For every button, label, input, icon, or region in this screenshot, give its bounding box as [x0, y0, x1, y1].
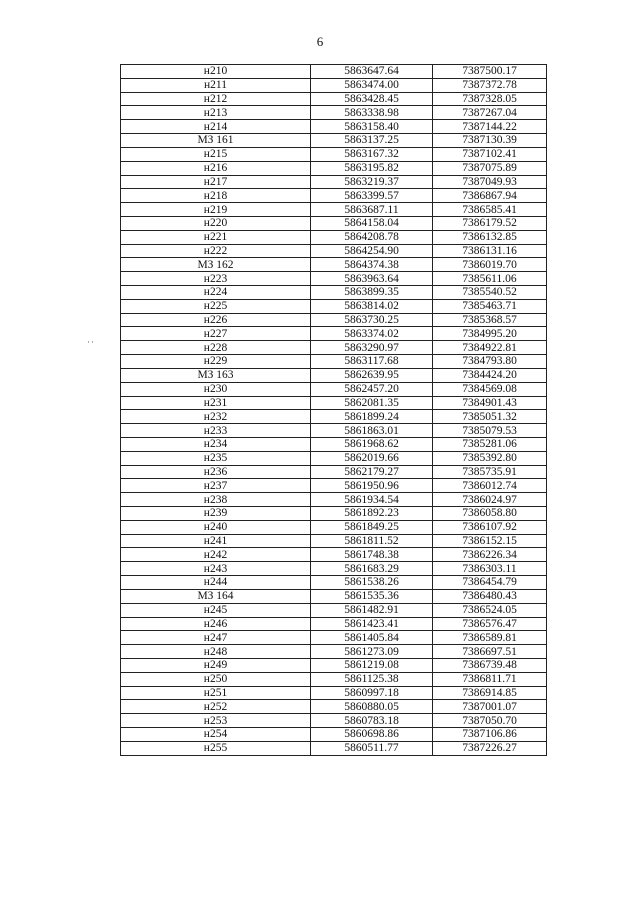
- point-name-cell: н219: [121, 203, 311, 217]
- x-coordinate-cell: 5863474.00: [311, 78, 433, 92]
- y-coordinate-cell: 7386303.11: [433, 562, 547, 576]
- x-coordinate-cell: 5861748.38: [311, 548, 433, 562]
- x-coordinate-cell: 5861934.54: [311, 493, 433, 507]
- table-row: [121, 189, 547, 203]
- table-row: [121, 507, 547, 521]
- y-coordinate-cell: 7386739.48: [433, 658, 547, 672]
- y-coordinate-cell: 7387050.70: [433, 714, 547, 728]
- x-coordinate-cell: 5861849.25: [311, 520, 433, 534]
- point-name-cell: н222: [121, 244, 311, 258]
- point-name-cell: н230: [121, 382, 311, 396]
- table-row: [121, 589, 547, 603]
- y-coordinate-cell: 7385735.91: [433, 465, 547, 479]
- y-coordinate-cell: 7386058.80: [433, 507, 547, 521]
- point-name-cell: н248: [121, 645, 311, 659]
- x-coordinate-cell: 5864208.78: [311, 230, 433, 244]
- point-name-cell: МЗ 161: [121, 134, 311, 148]
- table-row: [121, 658, 547, 672]
- coordinates-table: [120, 64, 547, 756]
- y-coordinate-cell: 7387049.93: [433, 175, 547, 189]
- y-coordinate-cell: 7386811.71: [433, 672, 547, 686]
- point-name-cell: н231: [121, 396, 311, 410]
- y-coordinate-cell: 7385611.06: [433, 272, 547, 286]
- y-coordinate-cell: 7384424.20: [433, 368, 547, 382]
- y-coordinate-cell: 7386589.81: [433, 631, 547, 645]
- table-row: [121, 603, 547, 617]
- coordinates-table-body: [121, 65, 547, 756]
- x-coordinate-cell: 5861423.41: [311, 617, 433, 631]
- x-coordinate-cell: 5863428.45: [311, 92, 433, 106]
- table-row: [121, 272, 547, 286]
- y-coordinate-cell: 7384922.81: [433, 341, 547, 355]
- table-row: [121, 368, 547, 382]
- y-coordinate-cell: 7386179.52: [433, 216, 547, 230]
- point-name-cell: н249: [121, 658, 311, 672]
- table-row: [121, 479, 547, 493]
- x-coordinate-cell: 5863117.68: [311, 355, 433, 369]
- point-name-cell: н241: [121, 534, 311, 548]
- table-row: [121, 396, 547, 410]
- x-coordinate-cell: 5863195.82: [311, 161, 433, 175]
- table-row: [121, 576, 547, 590]
- x-coordinate-cell: 5861405.84: [311, 631, 433, 645]
- table-row: [121, 230, 547, 244]
- x-coordinate-cell: 5863137.25: [311, 134, 433, 148]
- x-coordinate-cell: 5863219.37: [311, 175, 433, 189]
- table-row: [121, 244, 547, 258]
- table-row: [121, 562, 547, 576]
- point-name-cell: н223: [121, 272, 311, 286]
- point-name-cell: н210: [121, 65, 311, 79]
- x-coordinate-cell: 5861892.23: [311, 507, 433, 521]
- y-coordinate-cell: 7386914.85: [433, 686, 547, 700]
- y-coordinate-cell: 7386576.47: [433, 617, 547, 631]
- point-name-cell: н251: [121, 686, 311, 700]
- y-coordinate-cell: 7387144.22: [433, 120, 547, 134]
- table-row: [121, 106, 547, 120]
- table-row: [121, 548, 547, 562]
- x-coordinate-cell: 5863290.97: [311, 341, 433, 355]
- table-row: [121, 631, 547, 645]
- point-name-cell: МЗ 163: [121, 368, 311, 382]
- point-name-cell: н228: [121, 341, 311, 355]
- x-coordinate-cell: 5862457.20: [311, 382, 433, 396]
- point-name-cell: н252: [121, 700, 311, 714]
- table-row: [121, 741, 547, 755]
- point-name-cell: н218: [121, 189, 311, 203]
- table-row: [121, 341, 547, 355]
- x-coordinate-cell: 5862639.95: [311, 368, 433, 382]
- margin-mark: ··: [87, 337, 95, 347]
- x-coordinate-cell: 5863167.32: [311, 147, 433, 161]
- y-coordinate-cell: 7384995.20: [433, 327, 547, 341]
- table-row: [121, 728, 547, 742]
- y-coordinate-cell: 7386697.51: [433, 645, 547, 659]
- y-coordinate-cell: 7386024.97: [433, 493, 547, 507]
- point-name-cell: н217: [121, 175, 311, 189]
- point-name-cell: МЗ 164: [121, 589, 311, 603]
- table-row: [121, 134, 547, 148]
- y-coordinate-cell: 7386867.94: [433, 189, 547, 203]
- y-coordinate-cell: 7387001.07: [433, 700, 547, 714]
- table-row: [121, 175, 547, 189]
- point-name-cell: н255: [121, 741, 311, 755]
- y-coordinate-cell: 7387226.27: [433, 741, 547, 755]
- point-name-cell: МЗ 162: [121, 258, 311, 272]
- x-coordinate-cell: 5861968.62: [311, 437, 433, 451]
- point-name-cell: н226: [121, 313, 311, 327]
- point-name-cell: н211: [121, 78, 311, 92]
- y-coordinate-cell: 7384569.08: [433, 382, 547, 396]
- table-row: [121, 65, 547, 79]
- x-coordinate-cell: 5861273.09: [311, 645, 433, 659]
- y-coordinate-cell: 7386132.85: [433, 230, 547, 244]
- x-coordinate-cell: 5861683.29: [311, 562, 433, 576]
- point-name-cell: н237: [121, 479, 311, 493]
- x-coordinate-cell: 5861863.01: [311, 424, 433, 438]
- point-name-cell: н233: [121, 424, 311, 438]
- x-coordinate-cell: 5860783.18: [311, 714, 433, 728]
- x-coordinate-cell: 5862179.27: [311, 465, 433, 479]
- point-name-cell: н225: [121, 299, 311, 313]
- x-coordinate-cell: 5860698.86: [311, 728, 433, 742]
- point-name-cell: н254: [121, 728, 311, 742]
- point-name-cell: н242: [121, 548, 311, 562]
- table-row: [121, 410, 547, 424]
- table-row: [121, 700, 547, 714]
- x-coordinate-cell: 5863399.57: [311, 189, 433, 203]
- table-row: [121, 299, 547, 313]
- x-coordinate-cell: 5863647.64: [311, 65, 433, 79]
- point-name-cell: н245: [121, 603, 311, 617]
- y-coordinate-cell: 7385368.57: [433, 313, 547, 327]
- table-row: [121, 617, 547, 631]
- point-name-cell: н239: [121, 507, 311, 521]
- x-coordinate-cell: 5863899.35: [311, 286, 433, 300]
- point-name-cell: н212: [121, 92, 311, 106]
- x-coordinate-cell: 5864158.04: [311, 216, 433, 230]
- table-row: [121, 161, 547, 175]
- y-coordinate-cell: 7387267.04: [433, 106, 547, 120]
- x-coordinate-cell: 5863374.02: [311, 327, 433, 341]
- point-name-cell: н234: [121, 437, 311, 451]
- x-coordinate-cell: 5864254.90: [311, 244, 433, 258]
- point-name-cell: н215: [121, 147, 311, 161]
- point-name-cell: н224: [121, 286, 311, 300]
- x-coordinate-cell: 5863814.02: [311, 299, 433, 313]
- x-coordinate-cell: 5861950.96: [311, 479, 433, 493]
- y-coordinate-cell: 7386480.43: [433, 589, 547, 603]
- y-coordinate-cell: 7385051.32: [433, 410, 547, 424]
- point-name-cell: н238: [121, 493, 311, 507]
- y-coordinate-cell: 7386524.05: [433, 603, 547, 617]
- y-coordinate-cell: 7385463.71: [433, 299, 547, 313]
- y-coordinate-cell: 7387500.17: [433, 65, 547, 79]
- y-coordinate-cell: 7386454.79: [433, 576, 547, 590]
- y-coordinate-cell: 7385281.06: [433, 437, 547, 451]
- point-name-cell: н240: [121, 520, 311, 534]
- table-row: [121, 451, 547, 465]
- y-coordinate-cell: 7386019.70: [433, 258, 547, 272]
- table-row: [121, 355, 547, 369]
- y-coordinate-cell: 7385392.80: [433, 451, 547, 465]
- table-row: [121, 313, 547, 327]
- point-name-cell: н246: [121, 617, 311, 631]
- table-row: [121, 493, 547, 507]
- y-coordinate-cell: 7386131.16: [433, 244, 547, 258]
- y-coordinate-cell: 7387372.78: [433, 78, 547, 92]
- table-row: [121, 120, 547, 134]
- y-coordinate-cell: 7384901.43: [433, 396, 547, 410]
- x-coordinate-cell: 5862081.35: [311, 396, 433, 410]
- x-coordinate-cell: 5861899.24: [311, 410, 433, 424]
- x-coordinate-cell: 5861219.08: [311, 658, 433, 672]
- y-coordinate-cell: 7384793.80: [433, 355, 547, 369]
- point-name-cell: н236: [121, 465, 311, 479]
- y-coordinate-cell: 7387106.86: [433, 728, 547, 742]
- table-row: [121, 520, 547, 534]
- table-row: [121, 147, 547, 161]
- x-coordinate-cell: 5861538.26: [311, 576, 433, 590]
- y-coordinate-cell: 7387328.05: [433, 92, 547, 106]
- x-coordinate-cell: 5860997.18: [311, 686, 433, 700]
- y-coordinate-cell: 7386012.74: [433, 479, 547, 493]
- y-coordinate-cell: 7386585.41: [433, 203, 547, 217]
- point-name-cell: н244: [121, 576, 311, 590]
- y-coordinate-cell: 7386107.92: [433, 520, 547, 534]
- table-row: [121, 258, 547, 272]
- table-row: [121, 437, 547, 451]
- x-coordinate-cell: 5863338.98: [311, 106, 433, 120]
- table-row: [121, 686, 547, 700]
- y-coordinate-cell: 7385540.52: [433, 286, 547, 300]
- x-coordinate-cell: 5861482.91: [311, 603, 433, 617]
- point-name-cell: н247: [121, 631, 311, 645]
- point-name-cell: н253: [121, 714, 311, 728]
- table-row: [121, 203, 547, 217]
- x-coordinate-cell: 5863687.11: [311, 203, 433, 217]
- x-coordinate-cell: 5863963.64: [311, 272, 433, 286]
- point-name-cell: н214: [121, 120, 311, 134]
- y-coordinate-cell: 7385079.53: [433, 424, 547, 438]
- table-row: [121, 382, 547, 396]
- x-coordinate-cell: 5863158.40: [311, 120, 433, 134]
- table-row: [121, 78, 547, 92]
- y-coordinate-cell: 7387130.39: [433, 134, 547, 148]
- point-name-cell: н220: [121, 216, 311, 230]
- table-row: [121, 714, 547, 728]
- y-coordinate-cell: 7386152.15: [433, 534, 547, 548]
- x-coordinate-cell: 5861811.52: [311, 534, 433, 548]
- x-coordinate-cell: 5860880.05: [311, 700, 433, 714]
- point-name-cell: н221: [121, 230, 311, 244]
- table-row: [121, 216, 547, 230]
- table-row: [121, 465, 547, 479]
- point-name-cell: н213: [121, 106, 311, 120]
- page-number: 6: [316, 34, 324, 49]
- x-coordinate-cell: 5862019.66: [311, 451, 433, 465]
- point-name-cell: н250: [121, 672, 311, 686]
- table-row: [121, 672, 547, 686]
- x-coordinate-cell: 5861535.36: [311, 589, 433, 603]
- x-coordinate-cell: 5860511.77: [311, 741, 433, 755]
- table-row: [121, 327, 547, 341]
- table-row: [121, 645, 547, 659]
- y-coordinate-cell: 7386226.34: [433, 548, 547, 562]
- x-coordinate-cell: 5863730.25: [311, 313, 433, 327]
- x-coordinate-cell: 5861125.38: [311, 672, 433, 686]
- table-row: [121, 424, 547, 438]
- table-row: [121, 92, 547, 106]
- point-name-cell: н229: [121, 355, 311, 369]
- y-coordinate-cell: 7387102.41: [433, 147, 547, 161]
- x-coordinate-cell: 5864374.38: [311, 258, 433, 272]
- point-name-cell: н232: [121, 410, 311, 424]
- y-coordinate-cell: 7387075.89: [433, 161, 547, 175]
- table-row: [121, 286, 547, 300]
- point-name-cell: н216: [121, 161, 311, 175]
- point-name-cell: н243: [121, 562, 311, 576]
- table-row: [121, 534, 547, 548]
- point-name-cell: н227: [121, 327, 311, 341]
- point-name-cell: н235: [121, 451, 311, 465]
